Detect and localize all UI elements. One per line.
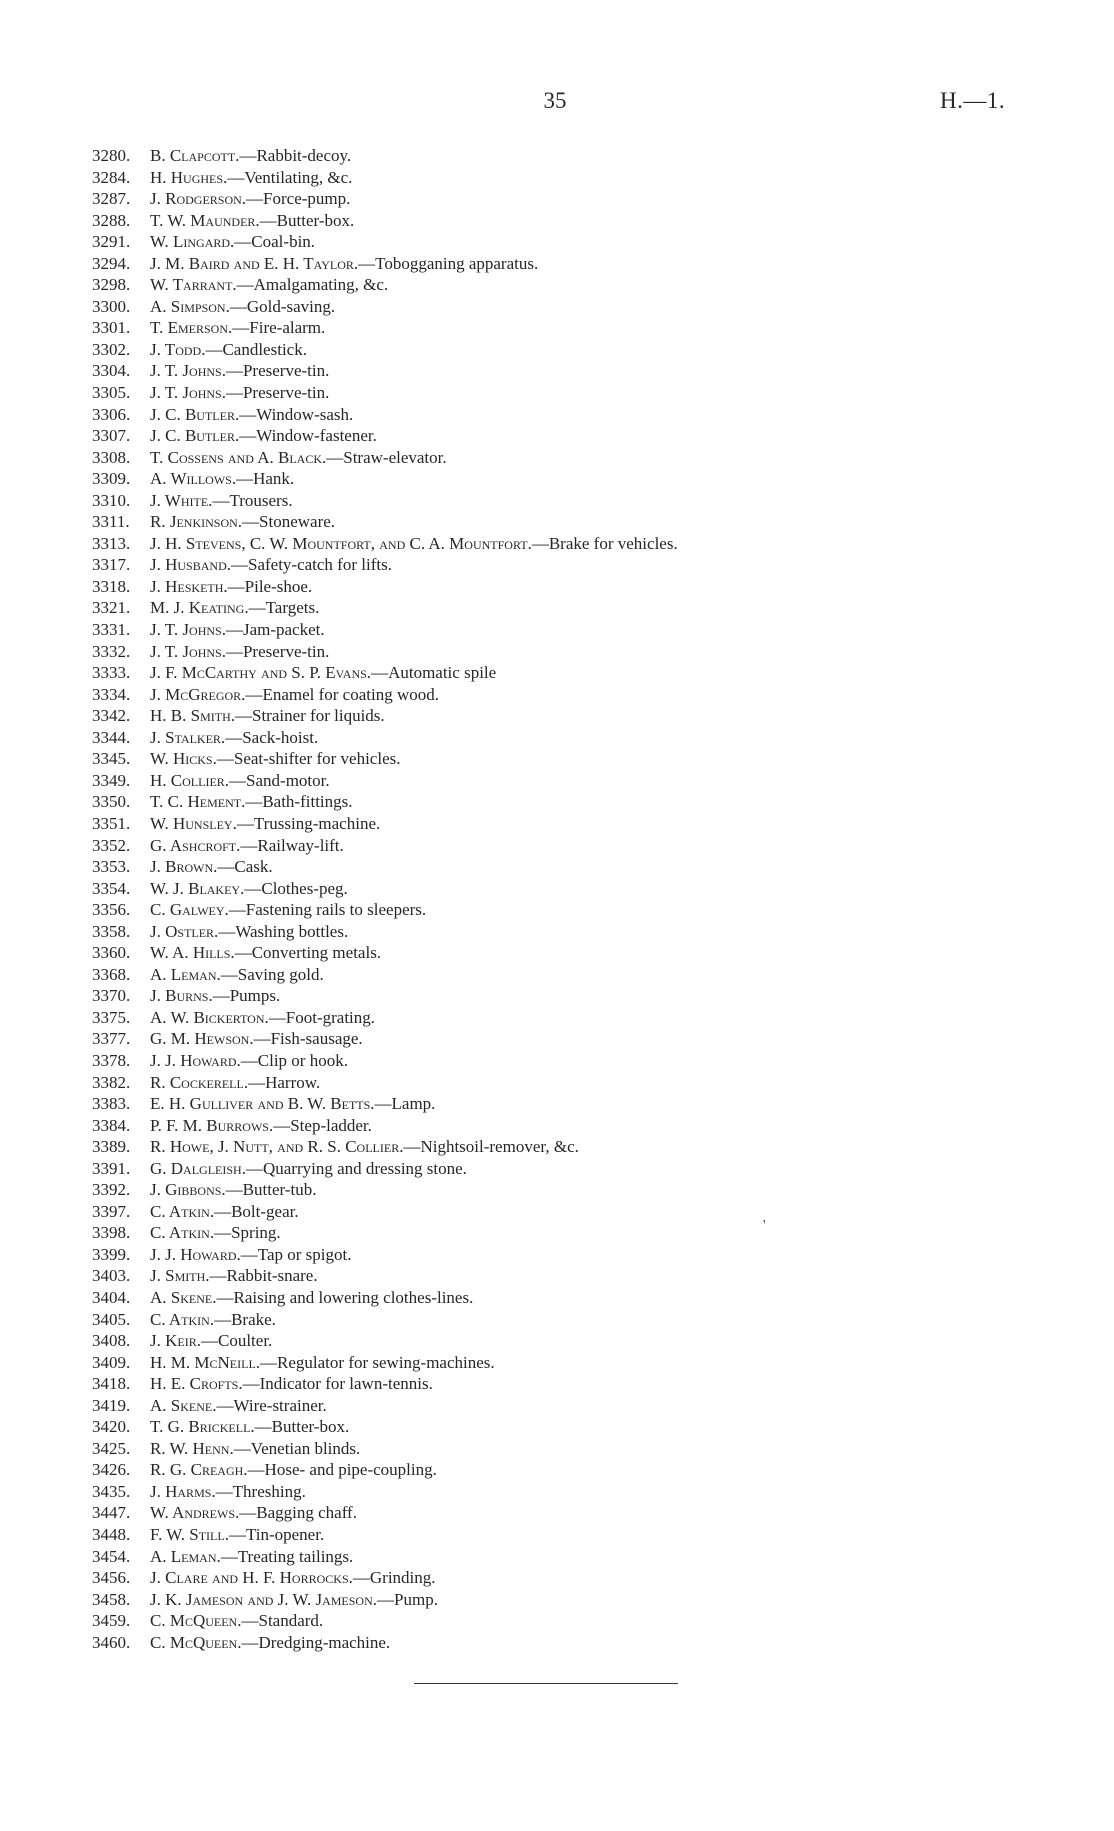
entry-description: —Dredging-machine. — [241, 1632, 391, 1652]
entry-description: —Hose- and pipe-coupling. — [247, 1460, 437, 1480]
patent-entry — [92, 1136, 678, 1158]
entry-description: —Washing bottles. — [218, 921, 349, 941]
entry-number: 3284. — [92, 167, 131, 187]
entry-number: 3358. — [92, 921, 131, 941]
entry-name: E. H. Gulliver and B. W. Betts. — [150, 1094, 375, 1114]
entry-number: 3408. — [92, 1331, 131, 1351]
entry-description: —Jam-packet. — [225, 620, 325, 640]
entry-number: 3425. — [92, 1438, 131, 1458]
entry-description: —Butter-box. — [259, 210, 355, 230]
entry-name: T. Emerson. — [150, 318, 233, 338]
entry-number: 3458. — [92, 1589, 131, 1609]
patent-entry — [92, 1028, 678, 1050]
entry-description: —Grinding. — [352, 1568, 436, 1588]
entry-name: R. Cockerell. — [150, 1072, 249, 1092]
entry-description: —Coulter. — [200, 1331, 273, 1351]
entry-name: W. A. Hills. — [150, 943, 235, 963]
entry-number: 3448. — [92, 1525, 131, 1544]
entry-name: J. Husband. — [150, 555, 231, 575]
entry-number: 3382. — [92, 1072, 131, 1092]
patent-entry — [92, 533, 678, 555]
entry-number: 3399. — [92, 1244, 131, 1264]
entry-name: C. McQueen. — [150, 1611, 242, 1631]
entry-description: —Butter-box. — [254, 1417, 350, 1437]
entry-description: —Pumps. — [212, 986, 281, 1006]
patent-entry — [92, 1481, 678, 1503]
patent-entry — [92, 921, 678, 943]
entry-name: J. Smith. — [150, 1266, 210, 1286]
entry-description: —Nightsoil-remover, &c. — [403, 1137, 579, 1157]
entry-number: 3334. — [92, 684, 131, 704]
entry-number: 3321. — [92, 598, 131, 618]
patent-entry — [92, 1567, 678, 1589]
entry-description: —Converting metals. — [234, 943, 382, 963]
patent-entry — [92, 1459, 678, 1481]
patent-entry — [92, 404, 678, 426]
entry-number: 3384. — [92, 1115, 131, 1135]
entry-description: —Clip or hook. — [240, 1050, 348, 1070]
entry-name: C. Atkin. — [150, 1201, 215, 1221]
entry-name: J. K. Jameson and J. W. Jameson. — [150, 1589, 378, 1609]
entry-name: R. G. Creagh. — [150, 1460, 248, 1480]
patent-entry — [92, 1352, 678, 1374]
entry-number: 3409. — [92, 1352, 131, 1372]
entry-number: 3287. — [92, 189, 131, 209]
entry-number: 3375. — [92, 1007, 131, 1027]
entry-name: J. Keir. — [150, 1331, 201, 1351]
entry-name: H. E. Crofts. — [150, 1374, 243, 1394]
entry-description: —Lamp. — [374, 1094, 436, 1114]
entry-description: —Gold-saving. — [229, 296, 336, 316]
entry-name: A. Simpson. — [150, 296, 230, 316]
entry-description: —Spring. — [214, 1223, 281, 1243]
patent-entry — [92, 770, 678, 792]
entry-description: —Harrow. — [248, 1072, 321, 1092]
entry-name: J. Brown. — [150, 857, 218, 877]
patent-entry — [92, 317, 678, 339]
patent-entry — [92, 1309, 678, 1331]
patent-entry — [92, 1416, 678, 1438]
entry-description: —Sand-motor. — [229, 770, 330, 790]
entry-description: —Butter-tub. — [225, 1180, 317, 1200]
entry-description: —Pump. — [377, 1589, 438, 1609]
entry-name: J. Gibbons. — [150, 1180, 226, 1200]
entry-number: 3307. — [92, 426, 131, 446]
entry-description: —Railway-lift. — [240, 835, 344, 855]
patent-entry — [92, 964, 678, 986]
entry-description: —Sack-hoist. — [225, 727, 319, 747]
entry-name: J. Hesketh. — [150, 576, 228, 596]
page-reference: H.—1. — [940, 88, 1006, 113]
entry-name: W. Hunsley. — [150, 813, 237, 833]
patent-entry — [92, 662, 678, 684]
entry-name: A. Leman. — [150, 1546, 221, 1566]
entry-number: 3288. — [92, 210, 131, 230]
entry-description: —Amalgamating, &c. — [236, 275, 389, 295]
entry-description: —Window-sash. — [239, 404, 354, 424]
entry-description: —Force-pump. — [246, 189, 351, 209]
patent-entry — [92, 791, 678, 813]
entry-name: P. F. M. Burrows. — [150, 1115, 274, 1135]
entry-description: —Step-ladder. — [273, 1115, 372, 1135]
entry-number: 3291. — [92, 232, 131, 252]
entry-number: 3420. — [92, 1417, 131, 1437]
entry-number: 3454. — [92, 1546, 131, 1566]
entry-number: 3302. — [92, 339, 131, 359]
entry-name: R. W. Henn. — [150, 1438, 234, 1458]
entry-number: 3383. — [92, 1094, 131, 1114]
entry-name: T. C. Hement. — [150, 792, 246, 812]
entry-number: 3377. — [92, 1029, 131, 1049]
patent-entry — [92, 511, 678, 533]
entry-name: W. Hicks. — [150, 749, 217, 769]
entry-name: H. B. Smith. — [150, 706, 235, 726]
entry-name: C. McQueen. — [150, 1632, 242, 1652]
entry-name: J. T. Johns. — [150, 620, 226, 640]
entry-description: —Coal-bin. — [234, 232, 316, 252]
patent-entry — [92, 1115, 678, 1137]
entry-number: 3389. — [92, 1137, 131, 1157]
entry-number: 3351. — [92, 813, 131, 833]
patent-entry — [92, 274, 678, 296]
entry-number: 3317. — [92, 555, 131, 575]
patent-entry — [92, 1093, 678, 1115]
entry-number: 3350. — [92, 792, 131, 812]
entry-number: 3419. — [92, 1395, 131, 1415]
entry-number: 3313. — [92, 533, 131, 553]
patent-entry-list — [92, 145, 678, 1653]
entry-name: J. T. Johns. — [150, 383, 226, 403]
patent-entry — [92, 1524, 678, 1546]
patent-entry — [92, 1502, 678, 1524]
entry-number: 3356. — [92, 900, 131, 920]
entry-name: R. Jenkinson. — [150, 512, 243, 532]
entry-description: —Brake for vehicles. — [531, 533, 678, 553]
patent-entry — [92, 1244, 678, 1266]
patent-entry — [92, 468, 678, 490]
patent-entry — [92, 360, 678, 382]
entry-name: M. J. Keating. — [150, 598, 249, 618]
patent-entry — [92, 554, 678, 576]
entry-name: A. Leman. — [150, 964, 221, 984]
entry-name: R. Howe, J. Nutt, and R. S. Collier. — [150, 1137, 404, 1157]
patent-entry — [92, 835, 678, 857]
entry-number: 3280. — [92, 146, 131, 165]
entry-number: 3459. — [92, 1611, 131, 1631]
entry-number: 3301. — [92, 318, 131, 338]
entry-description: —Bolt-gear. — [214, 1201, 299, 1221]
entry-number: 3342. — [92, 706, 131, 726]
entry-description: —Saving gold. — [220, 964, 324, 984]
entry-name: J. Clare and H. F. Horrocks. — [150, 1568, 353, 1588]
patent-entry — [92, 1179, 678, 1201]
entry-name: J. Rodgerson. — [150, 189, 247, 209]
entry-number: 3426. — [92, 1460, 131, 1480]
patent-entry — [92, 748, 678, 770]
patent-entry — [92, 1265, 678, 1287]
entry-name: W. Lingard. — [150, 232, 235, 252]
entry-name: J. Ostler. — [150, 921, 219, 941]
patent-entry — [92, 684, 678, 706]
entry-description: —Preserve-tin. — [225, 383, 330, 403]
entry-name: A. Skene. — [150, 1395, 217, 1415]
entry-number: 3298. — [92, 275, 131, 295]
entry-name: B. Clapcott. — [150, 146, 240, 165]
patent-entry — [92, 1072, 678, 1094]
entry-number: 3447. — [92, 1503, 131, 1523]
patent-entry — [92, 856, 678, 878]
entry-number: 3318. — [92, 576, 131, 596]
entry-name: W. J. Blakey. — [150, 878, 245, 898]
patent-entry — [92, 253, 678, 275]
entry-name: J. Stalker. — [150, 727, 226, 747]
entry-name: J. M. Baird and E. H. Taylor. — [150, 253, 359, 273]
entry-description: —Fastening rails to sleepers. — [228, 900, 427, 920]
patent-entry — [92, 425, 678, 447]
entry-name: J. White. — [150, 490, 213, 510]
entry-number: 3332. — [92, 641, 131, 661]
entry-number: 3392. — [92, 1180, 131, 1200]
entry-description: —Automatic spile — [371, 663, 497, 683]
entry-description: —Straw-elevator. — [326, 447, 447, 467]
entry-name: J. H. Stevens, C. W. Mountfort, and C. A. Mountfort. — [150, 533, 532, 553]
entry-number: 3368. — [92, 964, 131, 984]
entry-description: —Bath-fittings. — [245, 792, 353, 812]
entry-description: —Clothes-peg. — [244, 878, 348, 898]
entry-name: G. M. Hewson. — [150, 1029, 254, 1049]
entry-description: —Regulator for sewing-machines. — [260, 1352, 495, 1372]
patent-entry — [92, 641, 678, 663]
entry-description: —Rabbit-snare. — [209, 1266, 318, 1286]
entry-number: 3353. — [92, 857, 131, 877]
entry-description: —Brake. — [214, 1309, 276, 1329]
entry-number: 3310. — [92, 490, 131, 510]
entry-name: J. F. McCarthy and S. P. Evans. — [150, 663, 372, 683]
entry-number: 3349. — [92, 770, 131, 790]
entry-name: T. Cossens and A. Black. — [150, 447, 327, 467]
entry-number: 3333. — [92, 663, 131, 683]
entry-name: J. Todd. — [150, 339, 206, 359]
patent-entry — [92, 813, 678, 835]
entry-description: —Standard. — [241, 1611, 324, 1631]
end-rule — [414, 1683, 678, 1684]
entry-number: 3435. — [92, 1481, 131, 1501]
entry-name: T. W. Maunder. — [150, 210, 260, 230]
entry-number: 3360. — [92, 943, 131, 963]
entry-description: —Candlestick. — [205, 339, 307, 359]
patent-entry — [92, 1610, 678, 1632]
entry-name: A. W. Bickerton. — [150, 1007, 269, 1027]
patent-entry — [92, 899, 678, 921]
patent-entry — [92, 576, 678, 598]
entry-description: —Preserve-tin. — [225, 361, 330, 381]
entry-number: 3304. — [92, 361, 131, 381]
entry-name: F. W. Still. — [150, 1525, 229, 1544]
entry-description: —Pile-shoe. — [227, 576, 313, 596]
patent-entry — [92, 1050, 678, 1072]
patent-entry — [92, 296, 678, 318]
entry-description: —Rabbit-decoy. — [239, 146, 352, 165]
entry-number: 3418. — [92, 1374, 131, 1394]
entry-number: 3456. — [92, 1568, 131, 1588]
entry-name: J. T. Johns. — [150, 361, 226, 381]
entry-number: 3311. — [92, 512, 130, 532]
entry-description: —Ventilating, &c. — [227, 167, 353, 187]
patent-entry — [92, 1201, 678, 1223]
entry-description: —Raising and lowering clothes-lines. — [216, 1287, 474, 1307]
patent-entry — [92, 985, 678, 1007]
entry-description: —Preserve-tin. — [225, 641, 330, 661]
entry-name: W. Tarrant. — [150, 275, 237, 295]
entry-description: —Bagging chaff. — [239, 1503, 357, 1523]
patent-entry — [92, 167, 678, 189]
entry-name: W. Andrews. — [150, 1503, 240, 1523]
entry-number: 3294. — [92, 253, 131, 273]
patent-entry — [92, 1330, 678, 1352]
entry-description: —Trousers. — [212, 490, 293, 510]
entry-number: 3460. — [92, 1632, 131, 1652]
patent-entry — [92, 1158, 678, 1180]
entry-description: —Stoneware. — [242, 512, 336, 532]
patent-entry — [92, 878, 678, 900]
entry-description: —Indicator for lawn-tennis. — [242, 1374, 433, 1394]
entry-number: 3405. — [92, 1309, 131, 1329]
patent-entry — [92, 210, 678, 232]
entry-number: 3352. — [92, 835, 131, 855]
entry-name: C. Atkin. — [150, 1309, 215, 1329]
patent-entry — [92, 705, 678, 727]
patent-entry — [92, 1007, 678, 1029]
entry-description: —Hank. — [236, 469, 295, 489]
patent-entry — [92, 1287, 678, 1309]
entry-name: C. Galwey. — [150, 900, 229, 920]
entry-description: —Fish-sausage. — [253, 1029, 363, 1049]
entry-description: —Targets. — [248, 598, 320, 618]
entry-description: —Tobogganing apparatus. — [358, 253, 539, 273]
entry-number: 3404. — [92, 1287, 131, 1307]
entry-description: —Tap or spigot. — [240, 1244, 352, 1264]
entry-name: A. Skene. — [150, 1287, 217, 1307]
entry-description: —Trussing-machine. — [236, 813, 381, 833]
entry-number: 3344. — [92, 727, 131, 747]
entry-description: —Foot-grating. — [268, 1007, 376, 1027]
entry-description: —Seat-shifter for vehicles. — [216, 749, 401, 769]
entry-name: J. T. Johns. — [150, 641, 226, 661]
patent-entry — [92, 382, 678, 404]
entry-description: —Safety-catch for lifts. — [230, 555, 392, 575]
entry-description: —Cask. — [217, 857, 273, 877]
entry-number: 3309. — [92, 469, 131, 489]
patent-entry — [92, 1395, 678, 1417]
entry-name: J. C. Butler. — [150, 426, 240, 446]
entry-number: 3300. — [92, 296, 131, 316]
patent-entry — [92, 942, 678, 964]
entry-description: —Quarrying and dressing stone. — [245, 1158, 467, 1178]
patent-entry — [92, 619, 678, 641]
entry-name: G. Ashcroft. — [150, 835, 241, 855]
patent-entry — [92, 597, 678, 619]
patent-entry — [92, 1589, 678, 1611]
patent-entry — [92, 231, 678, 253]
entry-number: 3305. — [92, 383, 131, 403]
patent-entry — [92, 727, 678, 749]
entry-description: —Treating tailings. — [220, 1546, 354, 1566]
entry-description: —Strainer for liquids. — [234, 706, 385, 726]
patent-entry — [92, 1222, 678, 1244]
entry-number: 3398. — [92, 1223, 131, 1243]
patent-entry — [92, 490, 678, 512]
entry-name: J. Burns. — [150, 986, 213, 1006]
entry-name: J. McGregor. — [150, 684, 246, 704]
entry-description: —Enamel for coating wood. — [245, 684, 439, 704]
entry-number: 3306. — [92, 404, 131, 424]
entry-name: J. J. Howard. — [150, 1050, 241, 1070]
entry-description: —Threshing. — [215, 1481, 306, 1501]
patent-entry — [92, 188, 678, 210]
entry-description: —Window-fastener. — [239, 426, 377, 446]
entry-description: —Tin-opener. — [228, 1525, 325, 1544]
entry-description: —Fire-alarm. — [232, 318, 326, 338]
page-number: 35 — [543, 88, 567, 113]
entry-number: 3331. — [92, 620, 131, 640]
entry-name: J. J. Howard. — [150, 1244, 241, 1264]
entry-name: H. Hughes. — [150, 167, 228, 187]
entry-number: 3308. — [92, 447, 131, 467]
entry-name: J. Harms. — [150, 1481, 216, 1501]
entry-name: G. Dalgleish. — [150, 1158, 246, 1178]
entry-name: T. G. Brickell. — [150, 1417, 255, 1437]
entry-number: 3403. — [92, 1266, 131, 1286]
entry-number: 3378. — [92, 1050, 131, 1070]
patent-entry — [92, 447, 678, 469]
entry-description: —Wire-strainer. — [216, 1395, 327, 1415]
patent-entry — [92, 339, 678, 361]
entry-number: 3354. — [92, 878, 131, 898]
patent-entry — [92, 1546, 678, 1568]
entry-name: H. Collier. — [150, 770, 230, 790]
entry-number: 3370. — [92, 986, 131, 1006]
stray-mark: ' — [763, 1218, 766, 1233]
patent-entry — [92, 1438, 678, 1460]
entry-name: A. Willows. — [150, 469, 237, 489]
entry-name: H. M. McNeill. — [150, 1352, 261, 1372]
patent-entry — [92, 145, 678, 167]
patent-entry — [92, 1373, 678, 1395]
entry-number: 3397. — [92, 1201, 131, 1221]
entry-number: 3391. — [92, 1158, 131, 1178]
entry-name: J. C. Butler. — [150, 404, 240, 424]
entry-number: 3345. — [92, 749, 131, 769]
entry-name: C. Atkin. — [150, 1223, 215, 1243]
patent-entry — [92, 1632, 678, 1654]
entry-description: —Venetian blinds. — [233, 1438, 361, 1458]
